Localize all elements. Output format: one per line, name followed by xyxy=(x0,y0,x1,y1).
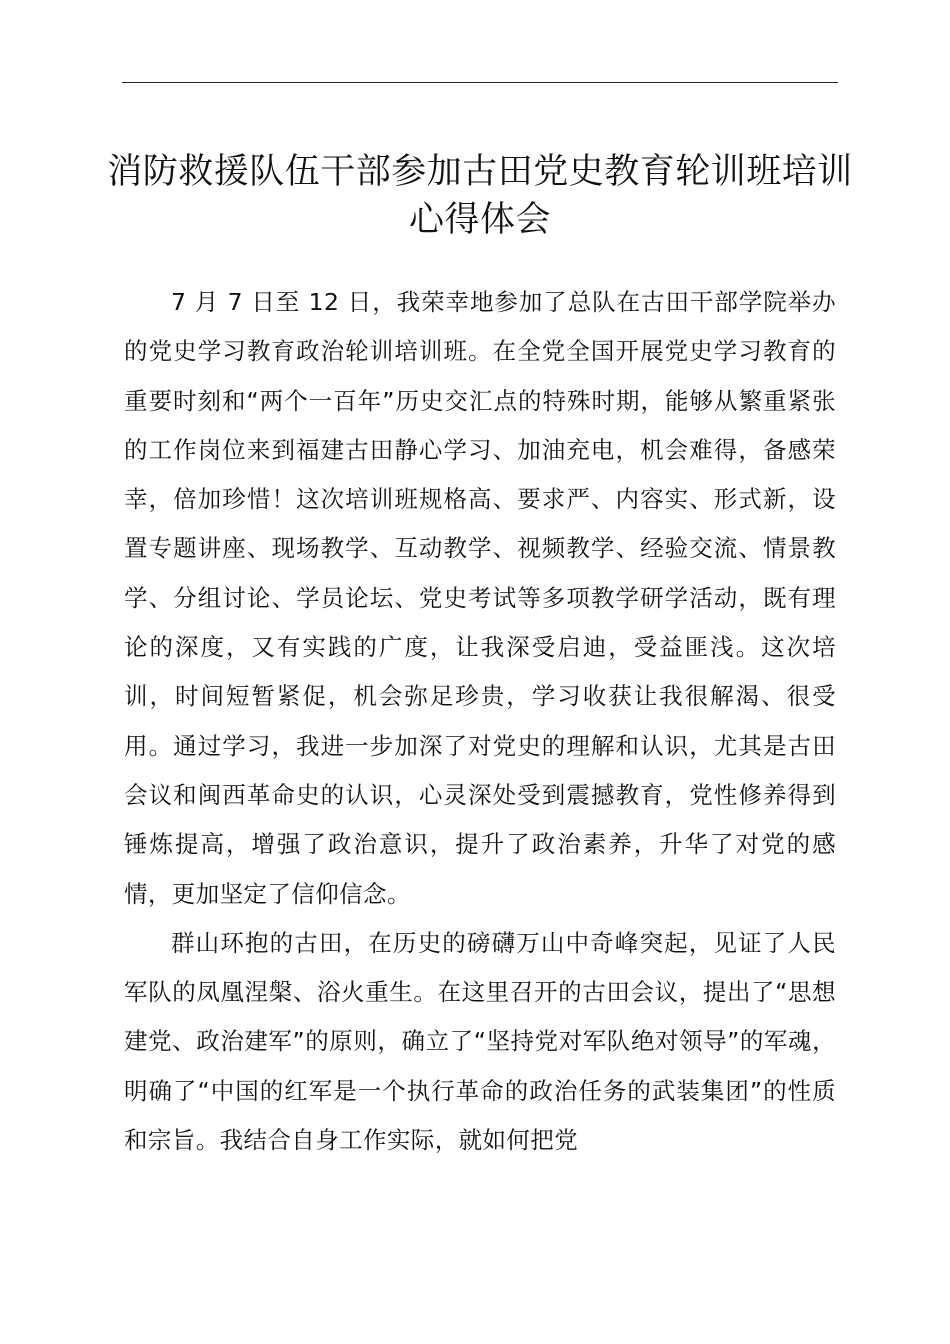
document-body xyxy=(124,278,836,1165)
paragraph-2: 群山环抱的古田，在历史的磅礴万山中奇峰突起，见证了人民军队的凤凰涅槃、浴火重生。在这里召开的古田会议，提出了“思想建党、政治建军”的原则，确立了“坚持党对军队绝对领导”的军魂，明确了“中国的红军是一个执行革命的政治任务的武装集团”的性质和宗旨。我结合自身工作实际，就如何把党 xyxy=(124,928,836,1155)
document-title: 消防救援队伍干部参加古田党史教育轮训班培训心得体会 xyxy=(107,152,853,240)
header-rule xyxy=(122,82,838,83)
paragraph-1: 7 月 7 日至 12 日，我荣幸地参加了总队在古田干部学院举办的党史学习教育政治轮训培训班。在全党全国开展党史学习教育的重要时刻和“两个一百年”历史交汇点的特殊时期，能够从繁重紧张的工作岗位来到福建古田静心学习、加油充电，机会难得，备感荣幸，倍加珍惜！这次培训班规格高、要求严、内容实、形式新，设置专题讲座、现场教学、互动教学、视频教学、经验交流、情景教学、分组讨论、学员论坛、党史考试等多项教学研学活动，既有理论的深度，又有实践的广度，让我深受启迪，受益匪浅。这次培训，时间短暂紧促，机会弥足珍贵，学习收获让我很解渴、很受用。通过学习，我进一步加深了对党史的理解和认识，尤其是古田会议和闽西革命史的认识，心灵深处受到震撼教育，党性修养得到锤炼提高，增强了政治意识，提升了政治素养，升华了对党的感情，更加坚定了信仰信念。 xyxy=(124,288,836,908)
